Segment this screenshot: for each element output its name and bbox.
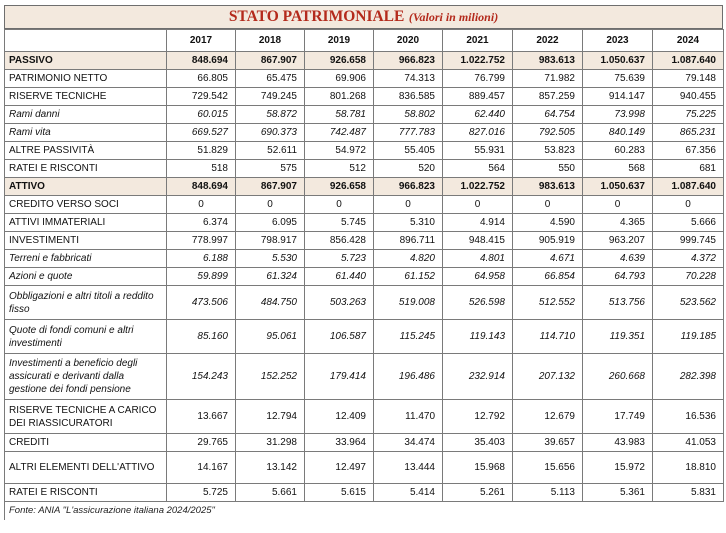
value-cell: 777.783 xyxy=(374,124,443,142)
value-cell: 52.611 xyxy=(236,142,305,160)
value-cell: 4.820 xyxy=(374,250,443,268)
value-cell: 39.657 xyxy=(513,434,583,452)
value-cell: 5.666 xyxy=(653,214,724,232)
table-row-passivo xyxy=(5,52,724,70)
table-row xyxy=(5,320,724,354)
value-cell: 1.087.640 xyxy=(653,52,724,70)
row-label: Rami vita xyxy=(5,124,167,142)
row-label: RATEI E RISCONTI xyxy=(5,160,167,178)
value-cell: 948.415 xyxy=(443,232,513,250)
value-cell: 12.792 xyxy=(443,400,513,434)
row-label: Obbligazioni e altri titoli a reddito fisso xyxy=(5,286,167,320)
value-cell: 512 xyxy=(305,160,374,178)
value-cell: 669.527 xyxy=(167,124,236,142)
value-cell: 106.587 xyxy=(305,320,374,354)
value-cell: 5.113 xyxy=(513,484,583,502)
value-cell: 550 xyxy=(513,160,583,178)
value-cell: 61.152 xyxy=(374,268,443,286)
value-cell: 4.365 xyxy=(583,214,653,232)
value-cell: 35.403 xyxy=(443,434,513,452)
value-cell: 13.444 xyxy=(374,452,443,484)
value-cell: 5.661 xyxy=(236,484,305,502)
year-header: 2020 xyxy=(374,30,443,52)
value-cell: 75.639 xyxy=(583,70,653,88)
value-cell: 0 xyxy=(443,196,513,214)
value-cell: 12.679 xyxy=(513,400,583,434)
value-cell: 16.536 xyxy=(653,400,724,434)
value-cell: 4.801 xyxy=(443,250,513,268)
value-cell: 827.016 xyxy=(443,124,513,142)
value-cell: 5.831 xyxy=(653,484,724,502)
row-label: Azioni e quote xyxy=(5,268,167,286)
value-cell: 518 xyxy=(167,160,236,178)
row-label: RISERVE TECNICHE A CARICO DEI RIASSICURATORI xyxy=(5,400,167,434)
value-cell: 914.147 xyxy=(583,88,653,106)
value-cell: 66.805 xyxy=(167,70,236,88)
table-row xyxy=(5,434,724,452)
table-title-bar xyxy=(4,5,723,29)
value-cell: 848.694 xyxy=(167,52,236,70)
table-row xyxy=(5,452,724,484)
value-cell: 1.087.640 xyxy=(653,178,724,196)
value-cell: 15.972 xyxy=(583,452,653,484)
value-cell: 18.810 xyxy=(653,452,724,484)
row-label: Rami danni xyxy=(5,106,167,124)
value-cell: 512.552 xyxy=(513,286,583,320)
balance-sheet-table xyxy=(4,29,724,502)
value-cell: 0 xyxy=(513,196,583,214)
value-cell: 4.590 xyxy=(513,214,583,232)
value-cell: 33.964 xyxy=(305,434,374,452)
value-cell: 119.143 xyxy=(443,320,513,354)
value-cell: 66.854 xyxy=(513,268,583,286)
value-cell: 1.050.637 xyxy=(583,52,653,70)
table-row xyxy=(5,88,724,106)
value-cell: 4.914 xyxy=(443,214,513,232)
value-cell: 690.373 xyxy=(236,124,305,142)
value-cell: 12.497 xyxy=(305,452,374,484)
value-cell: 966.823 xyxy=(374,178,443,196)
value-cell: 58.802 xyxy=(374,106,443,124)
value-cell: 41.053 xyxy=(653,434,724,452)
year-header: 2018 xyxy=(236,30,305,52)
value-cell: 4.671 xyxy=(513,250,583,268)
row-label: INVESTIMENTI xyxy=(5,232,167,250)
value-cell: 905.919 xyxy=(513,232,583,250)
value-cell: 778.997 xyxy=(167,232,236,250)
table-row xyxy=(5,124,724,142)
value-cell: 11.470 xyxy=(374,400,443,434)
value-cell: 85.160 xyxy=(167,320,236,354)
row-label: Investimenti a beneficio degli assicurati e derivanti dalla gestione dei fondi pensione xyxy=(5,354,167,400)
value-cell: 196.486 xyxy=(374,354,443,400)
value-cell: 5.414 xyxy=(374,484,443,502)
table-subtitle: (Valori in milioni) xyxy=(408,10,499,24)
value-cell: 152.252 xyxy=(236,354,305,400)
value-cell: 5.530 xyxy=(236,250,305,268)
header-empty-cell xyxy=(5,30,167,52)
value-cell: 1.022.752 xyxy=(443,178,513,196)
value-cell: 119.185 xyxy=(653,320,724,354)
value-cell: 0 xyxy=(305,196,374,214)
value-cell: 1.050.637 xyxy=(583,178,653,196)
value-cell: 856.428 xyxy=(305,232,374,250)
value-cell: 889.457 xyxy=(443,88,513,106)
value-cell: 519.008 xyxy=(374,286,443,320)
value-cell: 65.475 xyxy=(236,70,305,88)
row-label: ALTRE PASSIVITÀ xyxy=(5,142,167,160)
value-cell: 5.261 xyxy=(443,484,513,502)
row-label: ALTRI ELEMENTI DELL'ATTIVO xyxy=(5,452,167,484)
value-cell: 79.148 xyxy=(653,70,724,88)
value-cell: 54.972 xyxy=(305,142,374,160)
value-cell: 473.506 xyxy=(167,286,236,320)
row-label: CREDITO VERSO SOCI xyxy=(5,196,167,214)
value-cell: 681 xyxy=(653,160,724,178)
value-cell: 729.542 xyxy=(167,88,236,106)
table-row xyxy=(5,484,724,502)
value-cell: 926.658 xyxy=(305,52,374,70)
value-cell: 0 xyxy=(583,196,653,214)
value-cell: 61.440 xyxy=(305,268,374,286)
value-cell: 857.259 xyxy=(513,88,583,106)
value-cell: 74.313 xyxy=(374,70,443,88)
value-cell: 0 xyxy=(374,196,443,214)
value-cell: 232.914 xyxy=(443,354,513,400)
value-cell: 55.405 xyxy=(374,142,443,160)
row-label: ATTIVI IMMATERIALI xyxy=(5,214,167,232)
table-title: STATO PATRIMONIALE xyxy=(228,8,405,25)
value-cell: 154.243 xyxy=(167,354,236,400)
value-cell: 575 xyxy=(236,160,305,178)
value-cell: 12.409 xyxy=(305,400,374,434)
value-cell: 940.455 xyxy=(653,88,724,106)
value-cell: 4.639 xyxy=(583,250,653,268)
value-cell: 207.132 xyxy=(513,354,583,400)
value-cell: 69.906 xyxy=(305,70,374,88)
table-row xyxy=(5,286,724,320)
value-cell: 34.474 xyxy=(374,434,443,452)
row-label: Terreni e fabbricati xyxy=(5,250,167,268)
value-cell: 836.585 xyxy=(374,88,443,106)
row-label: PASSIVO xyxy=(5,52,167,70)
value-cell: 119.351 xyxy=(583,320,653,354)
value-cell: 115.245 xyxy=(374,320,443,354)
value-cell: 61.324 xyxy=(236,268,305,286)
table-row xyxy=(5,400,724,434)
value-cell: 31.298 xyxy=(236,434,305,452)
value-cell: 53.823 xyxy=(513,142,583,160)
value-cell: 59.899 xyxy=(167,268,236,286)
value-cell: 6.095 xyxy=(236,214,305,232)
value-cell: 5.310 xyxy=(374,214,443,232)
value-cell: 64.958 xyxy=(443,268,513,286)
value-cell: 67.356 xyxy=(653,142,724,160)
value-cell: 13.142 xyxy=(236,452,305,484)
table-row xyxy=(5,250,724,268)
value-cell: 0 xyxy=(653,196,724,214)
table-row xyxy=(5,196,724,214)
stato-patrimoniale-table-container xyxy=(4,5,723,520)
value-cell: 64.793 xyxy=(583,268,653,286)
row-label: Quote di fondi comuni e altri investimenti xyxy=(5,320,167,354)
value-cell: 983.613 xyxy=(513,52,583,70)
value-cell: 51.829 xyxy=(167,142,236,160)
value-cell: 749.245 xyxy=(236,88,305,106)
value-cell: 6.374 xyxy=(167,214,236,232)
value-cell: 840.149 xyxy=(583,124,653,142)
row-label: RATEI E RISCONTI xyxy=(5,484,167,502)
value-cell: 282.398 xyxy=(653,354,724,400)
value-cell: 503.263 xyxy=(305,286,374,320)
value-cell: 801.268 xyxy=(305,88,374,106)
year-header: 2024 xyxy=(653,30,724,52)
value-cell: 58.781 xyxy=(305,106,374,124)
table-row xyxy=(5,142,724,160)
value-cell: 523.562 xyxy=(653,286,724,320)
value-cell: 526.598 xyxy=(443,286,513,320)
value-cell: 5.361 xyxy=(583,484,653,502)
value-cell: 15.656 xyxy=(513,452,583,484)
year-header: 2021 xyxy=(443,30,513,52)
value-cell: 867.907 xyxy=(236,52,305,70)
value-cell: 742.487 xyxy=(305,124,374,142)
value-cell: 513.756 xyxy=(583,286,653,320)
value-cell: 75.225 xyxy=(653,106,724,124)
value-cell: 4.372 xyxy=(653,250,724,268)
year-header: 2019 xyxy=(305,30,374,52)
value-cell: 867.907 xyxy=(236,178,305,196)
table-row xyxy=(5,70,724,88)
value-cell: 5.725 xyxy=(167,484,236,502)
value-cell: 58.872 xyxy=(236,106,305,124)
value-cell: 55.931 xyxy=(443,142,513,160)
table-row-attivo xyxy=(5,178,724,196)
value-cell: 14.167 xyxy=(167,452,236,484)
value-cell: 896.711 xyxy=(374,232,443,250)
value-cell: 29.765 xyxy=(167,434,236,452)
value-cell: 62.440 xyxy=(443,106,513,124)
table-row xyxy=(5,160,724,178)
value-cell: 0 xyxy=(236,196,305,214)
value-cell: 0 xyxy=(167,196,236,214)
row-label: ATTIVO xyxy=(5,178,167,196)
table-row xyxy=(5,214,724,232)
value-cell: 520 xyxy=(374,160,443,178)
value-cell: 983.613 xyxy=(513,178,583,196)
value-cell: 568 xyxy=(583,160,653,178)
value-cell: 865.231 xyxy=(653,124,724,142)
value-cell: 73.998 xyxy=(583,106,653,124)
row-label: RISERVE TECNICHE xyxy=(5,88,167,106)
value-cell: 999.745 xyxy=(653,232,724,250)
year-header: 2017 xyxy=(167,30,236,52)
value-cell: 5.723 xyxy=(305,250,374,268)
value-cell: 848.694 xyxy=(167,178,236,196)
value-cell: 60.283 xyxy=(583,142,653,160)
table-row xyxy=(5,268,724,286)
value-cell: 114.710 xyxy=(513,320,583,354)
value-cell: 179.414 xyxy=(305,354,374,400)
row-label: PATRIMONIO NETTO xyxy=(5,70,167,88)
year-header: 2022 xyxy=(513,30,583,52)
value-cell: 95.061 xyxy=(236,320,305,354)
value-cell: 43.983 xyxy=(583,434,653,452)
table-row xyxy=(5,232,724,250)
value-cell: 963.207 xyxy=(583,232,653,250)
value-cell: 1.022.752 xyxy=(443,52,513,70)
value-cell: 5.745 xyxy=(305,214,374,232)
table-row xyxy=(5,354,724,400)
value-cell: 792.505 xyxy=(513,124,583,142)
value-cell: 15.968 xyxy=(443,452,513,484)
value-cell: 17.749 xyxy=(583,400,653,434)
table-row xyxy=(5,106,724,124)
value-cell: 484.750 xyxy=(236,286,305,320)
value-cell: 64.754 xyxy=(513,106,583,124)
year-header-row xyxy=(5,30,724,52)
value-cell: 5.615 xyxy=(305,484,374,502)
value-cell: 798.917 xyxy=(236,232,305,250)
value-cell: 70.228 xyxy=(653,268,724,286)
value-cell: 71.982 xyxy=(513,70,583,88)
value-cell: 260.668 xyxy=(583,354,653,400)
source-note: Fonte: ANIA "L'assicurazione italiana 2024/2025" xyxy=(4,502,723,520)
value-cell: 6.188 xyxy=(167,250,236,268)
value-cell: 966.823 xyxy=(374,52,443,70)
value-cell: 926.658 xyxy=(305,178,374,196)
value-cell: 12.794 xyxy=(236,400,305,434)
value-cell: 76.799 xyxy=(443,70,513,88)
row-label: CREDITI xyxy=(5,434,167,452)
year-header: 2023 xyxy=(583,30,653,52)
value-cell: 564 xyxy=(443,160,513,178)
value-cell: 13.667 xyxy=(167,400,236,434)
value-cell: 60.015 xyxy=(167,106,236,124)
